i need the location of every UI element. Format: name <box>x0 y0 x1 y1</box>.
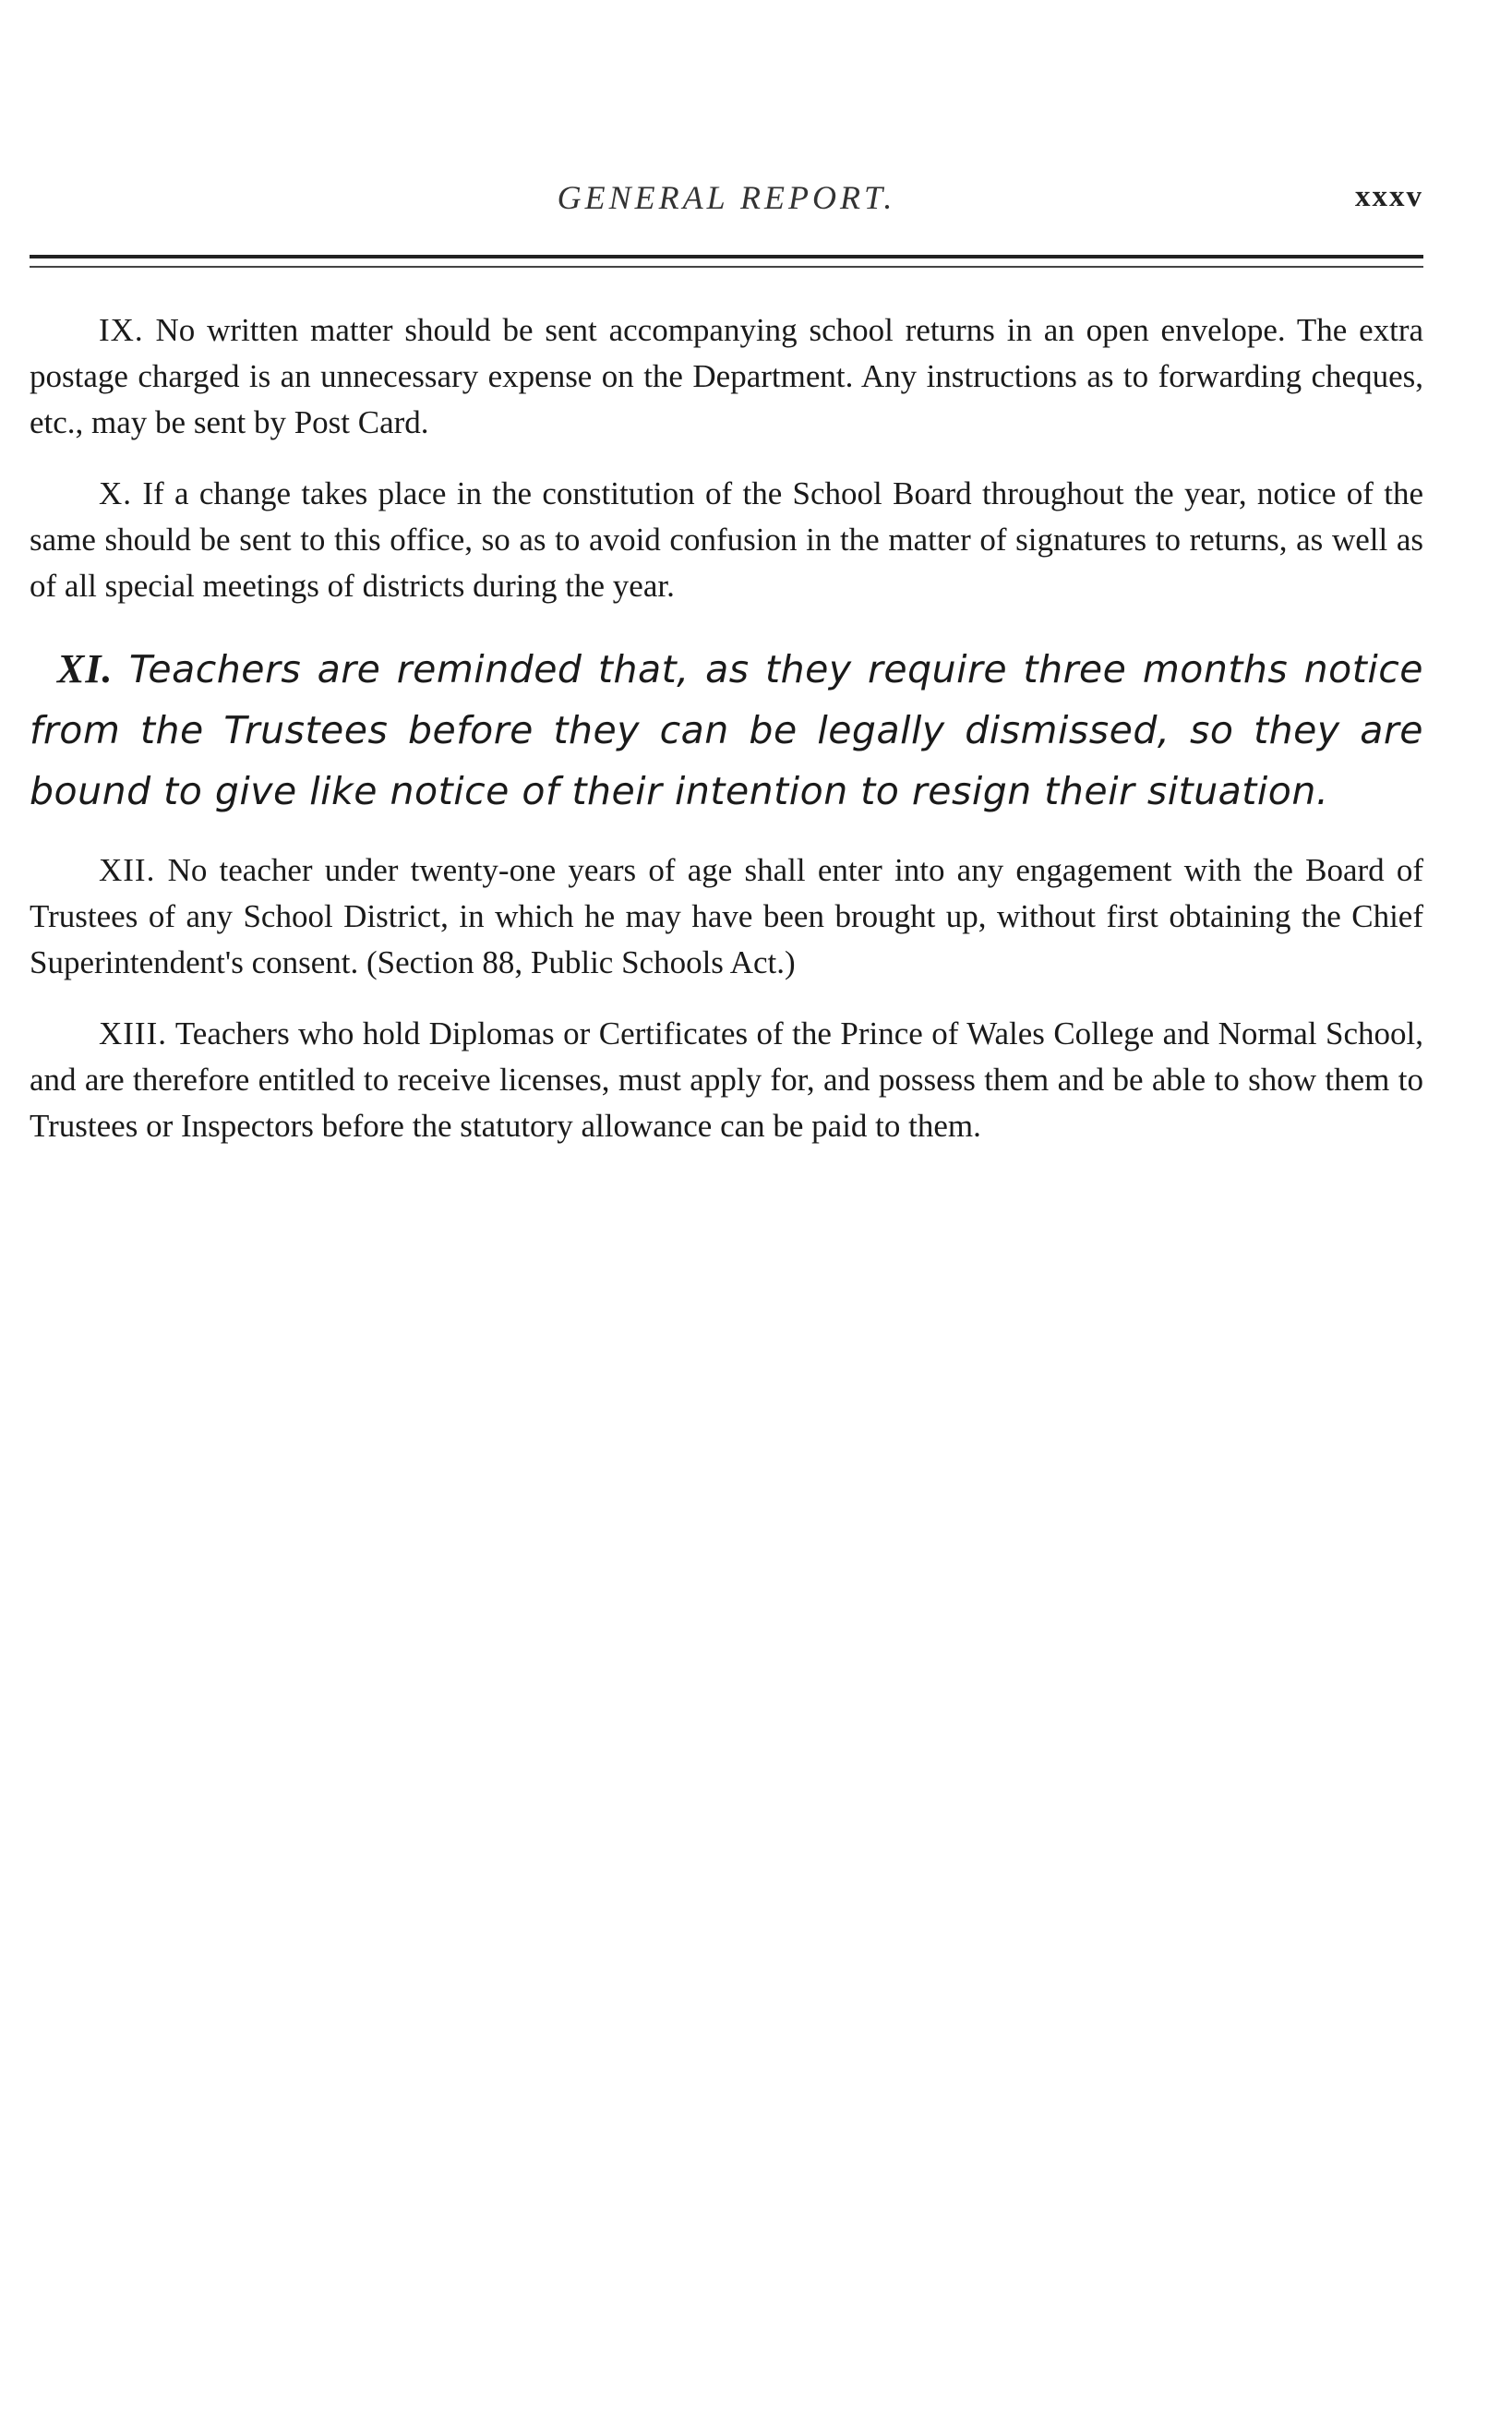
paragraph-xii <box>30 847 1423 986</box>
paragraph-x <box>30 471 1423 609</box>
header-rule-thin <box>30 266 1423 268</box>
paragraph-text: Teachers are reminded that, as they require three months notice from the Trustees before they can be legally dismissed, so they are bound to give like notice of their intention to resign their situation. <box>30 647 1423 813</box>
paragraph-xiii <box>30 1011 1423 1149</box>
paragraph-text: No written matter should be sent accompanying school returns in an open envelope. The extra postage charged is an unnecessary expense on the Department. Any instructions as to forwarding cheques, etc., may be sent by Post Card. <box>30 312 1424 440</box>
paragraph-text: No teacher under twenty-one years of age shall enter into any engagement with the Board of Trustees of any School District, in which he may have been brought up, without first obtaining the Chief Superintendent's consent. (Section 88, Public Schools Act.) <box>30 852 1423 980</box>
paragraph-number: X. <box>99 475 133 511</box>
paragraph-number: IX. <box>99 312 144 348</box>
paragraph-number: XIII. <box>99 1015 167 1051</box>
paragraph-xi-emphasized <box>30 639 1423 822</box>
paragraph-number: XII. <box>99 852 156 888</box>
paragraph-text: If a change takes place in the constitution of the School Board throughout the year, notice of the same should be sent to this office, so as to avoid confusion in the matter of signatures to returns, as well as of all special meetings of districts during the year. <box>30 475 1424 604</box>
paragraph-text: Teachers who hold Diplomas or Certificates of the Prince of Wales College and Normal School, and are therefore entitled to receive licenses, must apply for, and possess them and be able to show them to Trustees or Inspectors before the statutory allowance can be paid to them. <box>30 1015 1424 1144</box>
running-head <box>30 178 1423 224</box>
paragraph-ix <box>30 307 1423 446</box>
paragraph-number: XI. <box>57 646 114 691</box>
page-number: xxxv <box>1355 180 1423 213</box>
header-rule-thick <box>30 255 1423 258</box>
running-title: GENERAL REPORT. <box>557 179 896 216</box>
body-text <box>30 307 1423 1174</box>
